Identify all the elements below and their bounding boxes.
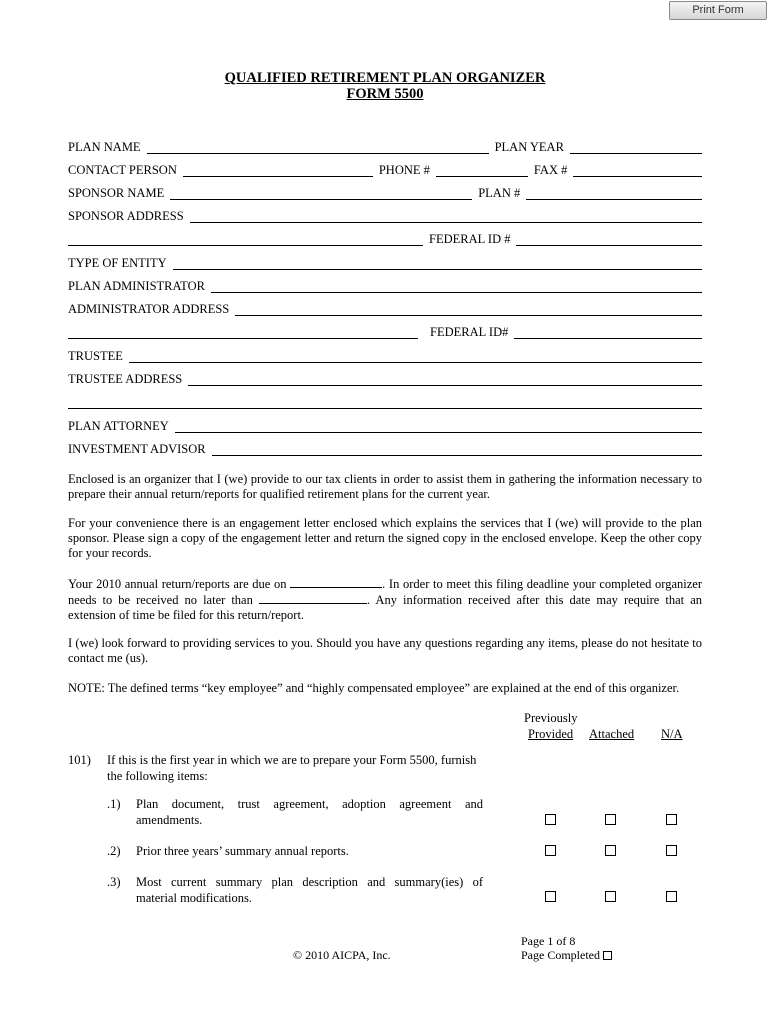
form-subtitle: FORM 5500	[346, 86, 424, 102]
item-2-number: .2)	[107, 844, 121, 858]
item-3-number: .3)	[107, 875, 121, 889]
plan-year-label: PLAN YEAR	[494, 140, 564, 154]
trustee-address-row	[68, 370, 702, 386]
federal-id-2-input[interactable]	[514, 327, 702, 339]
item-3-text: Most current summary plan description and summary(ies) of material modifications.	[136, 875, 483, 905]
trustee-row	[68, 347, 702, 363]
item-1-text: Plan document, trust agreement, adoption agreement and amendments.	[136, 797, 483, 827]
plan-attorney-row	[68, 417, 702, 433]
plan-year-input[interactable]	[570, 142, 702, 154]
question-text: If this is the first year in which we are to prepare your Form 5500, furnish the following items:	[107, 753, 477, 783]
col-provided: Provided	[528, 727, 574, 741]
page-completed-label: Page Completed	[521, 948, 600, 962]
plan-number-label: PLAN #	[478, 186, 521, 200]
investment-advisor-label: INVESTMENT ADVISOR	[68, 442, 206, 456]
page-completed-checkbox[interactable]	[603, 951, 612, 960]
col-attached: Attached	[589, 727, 635, 741]
item-2-na-checkbox[interactable]	[666, 845, 677, 856]
type-of-entity-label: TYPE OF ENTITY	[68, 256, 167, 270]
sponsor-name-input[interactable]	[170, 188, 472, 200]
item-1-na-checkbox[interactable]	[666, 814, 677, 825]
plan-attorney-label: PLAN ATTORNEY	[68, 419, 169, 433]
plan-administrator-row	[68, 277, 702, 293]
plan-name-label: PLAN NAME	[68, 140, 141, 154]
administrator-address-label: ADMINISTRATOR ADDRESS	[68, 302, 230, 316]
contact-paragraph: I (we) look forward to providing services to you. Should you have any questions regarding any items, please do not hesitate to contact me (us).	[68, 636, 702, 665]
due-date-paragraph	[68, 576, 702, 623]
fax-label: FAX #	[533, 163, 568, 177]
trustee-address-label: TRUSTEE ADDRESS	[68, 372, 183, 386]
plan-administrator-input[interactable]	[211, 281, 702, 293]
print-form-button[interactable]: Print Form	[669, 1, 767, 20]
phone-input[interactable]	[436, 165, 528, 177]
copyright: © 2010 AICPA, Inc.	[293, 948, 391, 962]
plan-name-input[interactable]	[147, 142, 489, 154]
sponsor-name-row	[68, 184, 702, 200]
item-2-text: Prior three years’ summary annual reports.	[136, 844, 349, 858]
trustee-input[interactable]	[129, 351, 702, 363]
trustee-address-input[interactable]	[188, 374, 702, 386]
plan-number-input[interactable]	[526, 188, 702, 200]
fax-input[interactable]	[573, 165, 702, 177]
question-number: 101)	[68, 753, 91, 767]
item-3-attached-checkbox[interactable]	[605, 891, 616, 902]
item-3-na-checkbox[interactable]	[666, 891, 677, 902]
engagement-paragraph: For your convenience there is an engagement letter enclosed which explains the services that I (we) will provide to the plan sponsor. Please sign a copy of the engagement letter and return the signed copy in the enclosed envelope. Keep the other copy for your records.	[68, 516, 702, 560]
intro-paragraph: Enclosed is an organizer that I (we) provide to our tax clients in order to assist them in gathering the information necessary to prepare their annual return/reports for qualified retirement plans for the current year.	[68, 472, 702, 501]
federal-id-label: FEDERAL ID #	[429, 232, 511, 246]
administrator-address-row	[68, 300, 702, 316]
contact-person-input[interactable]	[183, 165, 373, 177]
item-1-attached-checkbox[interactable]	[605, 814, 616, 825]
form-title: QUALIFIED RETIREMENT PLAN ORGANIZER	[224, 70, 546, 86]
note-paragraph: NOTE: The defined terms “key employee” and “highly compensated employee” are explained at the end of this organizer.	[68, 681, 680, 695]
col-na: N/A	[661, 727, 683, 741]
plan-attorney-input[interactable]	[175, 421, 702, 433]
federal-id-input[interactable]	[516, 234, 702, 246]
trustee-address-2-input[interactable]	[68, 397, 702, 409]
contact-row	[68, 161, 702, 177]
sponsor-address-row	[68, 207, 702, 223]
due-date-blank[interactable]	[290, 576, 382, 588]
plan-administrator-label: PLAN ADMINISTRATOR	[68, 279, 205, 293]
sponsor-address-2-row	[68, 230, 702, 246]
item-3-provided-checkbox[interactable]	[545, 891, 556, 902]
administrator-address-2-row	[68, 323, 702, 339]
item-1-number: .1)	[107, 797, 121, 811]
page-completed-row	[521, 948, 612, 963]
item-2-attached-checkbox[interactable]	[605, 845, 616, 856]
sponsor-address-input[interactable]	[190, 211, 702, 223]
due-date-text-b: . In order to meet this filing deadline your completed organizer needs to be received no later than	[68, 577, 702, 607]
sponsor-address-2-input[interactable]	[68, 234, 423, 246]
federal-id-2-label: FEDERAL ID#	[430, 325, 509, 339]
investment-advisor-input[interactable]	[212, 444, 702, 456]
item-1-provided-checkbox[interactable]	[545, 814, 556, 825]
due-date-text-a: Your 2010 annual return/reports are due on	[68, 577, 287, 591]
trustee-label: TRUSTEE	[68, 349, 123, 363]
investment-advisor-row	[68, 440, 702, 456]
item-2-provided-checkbox[interactable]	[545, 845, 556, 856]
administrator-address-input[interactable]	[235, 304, 702, 316]
sponsor-address-label: SPONSOR ADDRESS	[68, 209, 184, 223]
page-number: Page 1 of 8	[521, 934, 576, 948]
receive-by-blank[interactable]	[259, 592, 367, 604]
type-of-entity-input[interactable]	[173, 258, 702, 270]
phone-label: PHONE #	[378, 163, 430, 177]
col-previously: Previously	[524, 711, 578, 725]
trustee-address-2-row	[68, 393, 702, 409]
plan-name-row	[68, 138, 702, 154]
due-date-text-c: . Any information received after this date may require that an extension of time be filed for this return/report.	[68, 593, 702, 622]
contact-person-label: CONTACT PERSON	[68, 163, 177, 177]
type-of-entity-row	[68, 254, 702, 270]
sponsor-name-label: SPONSOR NAME	[68, 186, 165, 200]
administrator-address-2-input[interactable]	[68, 327, 418, 339]
